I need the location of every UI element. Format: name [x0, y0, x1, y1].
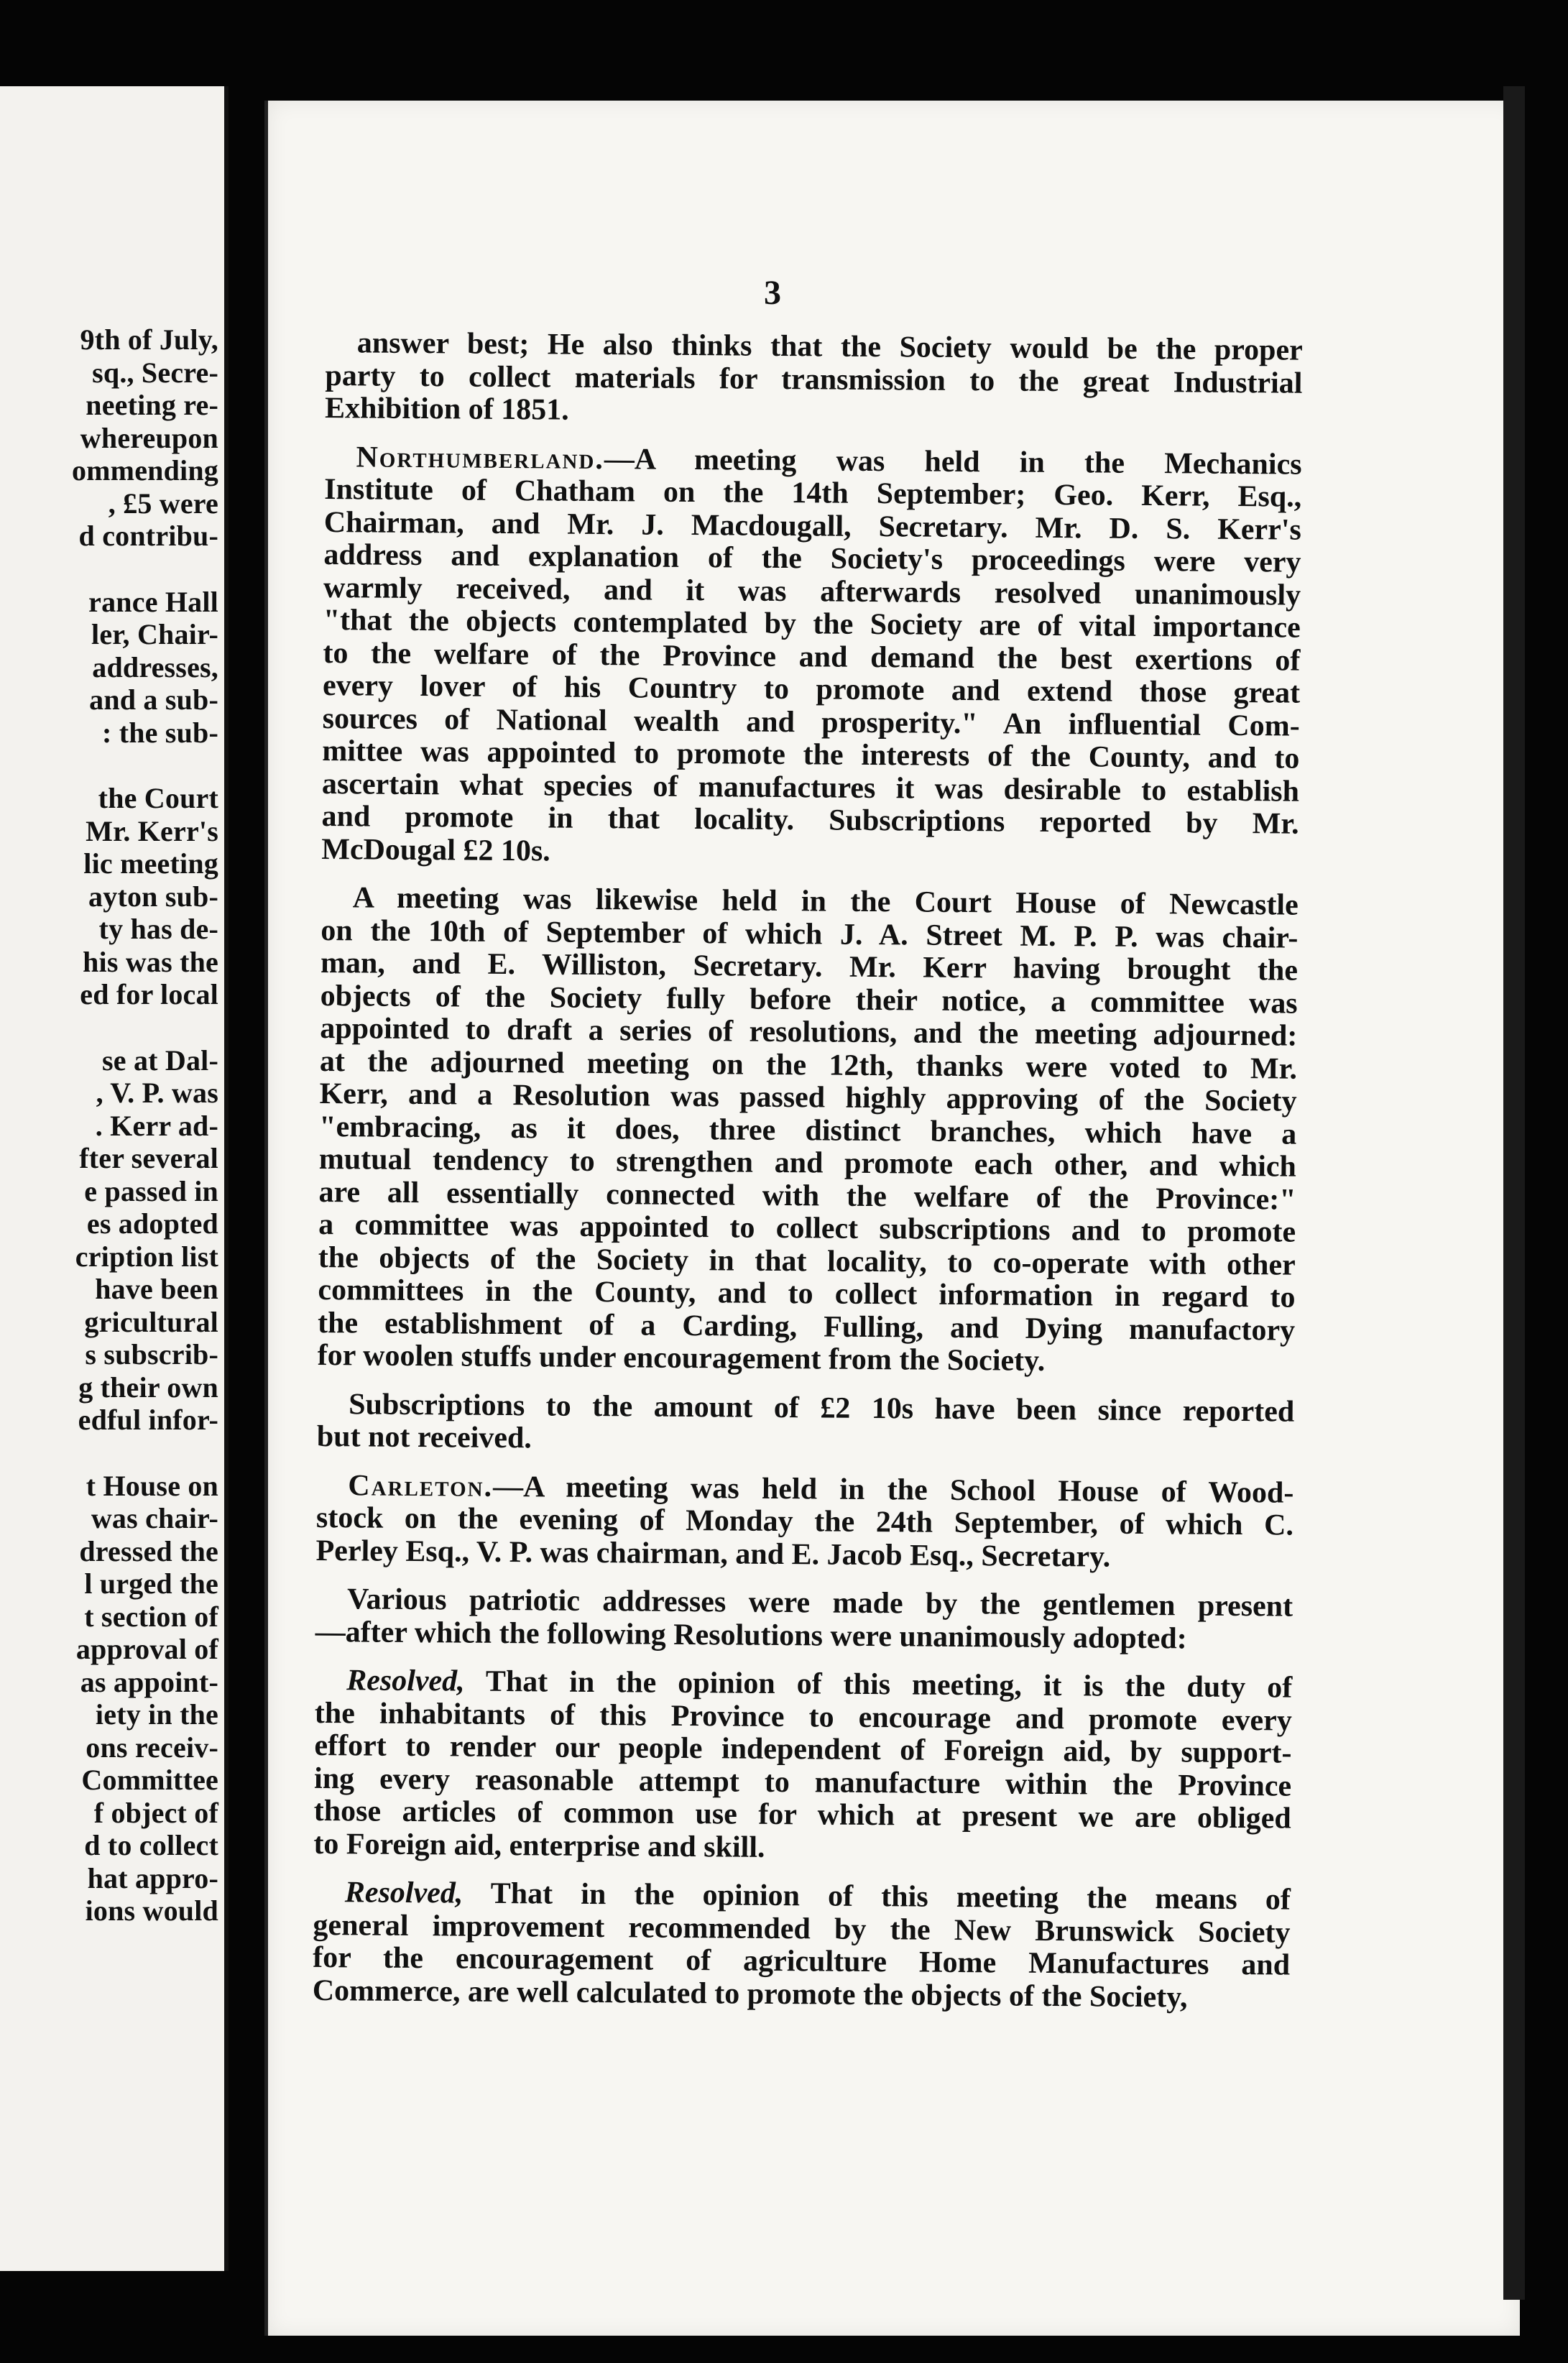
fragment-line: t House on — [86, 1469, 218, 1502]
paragraph — [321, 441, 1302, 873]
fragment-line: ler, Chair- — [91, 618, 218, 650]
line-text: —A meeting was held in the School House of Wood- — [492, 1470, 1294, 1510]
fragment-line: have been — [95, 1273, 218, 1305]
fragment-line: iety in the — [95, 1698, 218, 1731]
line-text: a committee was appointed to collect subscriptions and to promote — [318, 1207, 1296, 1249]
line-text: mittee was appointed to promote the interests of the County, and to — [322, 734, 1300, 775]
fragment-line: whereupon — [80, 421, 218, 454]
line-text: mutual tendency to strengthen and promote each other, and which — [318, 1142, 1297, 1184]
line-text: for woolen stuffs under encouragement from the Society. — [317, 1338, 1046, 1378]
line-text: Commerce, are well calculated to promote the objects of the Society, — [312, 1973, 1188, 2014]
fragment-line: addresses, — [92, 650, 218, 683]
fragment-line: e passed in — [84, 1174, 218, 1207]
fragment-line: rance Hall — [88, 585, 218, 618]
line-text: McDougal £2 10s. — [321, 832, 550, 867]
line-text: stock on the evening of Monday the 24th September, of which C. — [315, 1501, 1294, 1542]
line-text: but not received. — [316, 1419, 532, 1455]
fragment-line: Mr. Kerr's — [86, 814, 218, 847]
paragraph — [315, 1469, 1293, 1575]
line-text: Chairman, and Mr. J. Macdougall, Secretary. Mr. D. S. Kerr's — [323, 505, 1302, 547]
line-text: That in the opinion of this meeting the means of — [463, 1876, 1291, 1917]
line-text: the establishment of a Carding, Fulling, and Dying manufactory — [317, 1306, 1296, 1348]
fragment-line: dressed the — [79, 1534, 218, 1567]
line-text: Institute of Chatham on the 14th September; Geo. Kerr, Esq., — [324, 472, 1302, 514]
line-text: warmly received, and it was afterwards resolved unanimously — [323, 571, 1301, 612]
line-text: the inhabitants of this Province to encourage and promote every — [314, 1696, 1292, 1738]
fragment-line: t section of — [84, 1600, 218, 1633]
county-heading: Carleton. — [348, 1468, 494, 1503]
line-text: general improvement recommended by the New Brunswick Society — [313, 1908, 1291, 1950]
previous-page-text — [0, 323, 218, 1927]
line-text: Exhibition of 1851. — [324, 391, 569, 427]
line-text: answer best; He also thinks that the Society would be the proper — [356, 326, 1303, 367]
resolution-lead: Resolved, — [346, 1664, 465, 1698]
line-text: on the 10th of September of which J. A. Street M. P. P. was chair- — [320, 913, 1299, 955]
line-text: Various patriotic addresses were made by the gentlemen present — [346, 1583, 1293, 1623]
fragment-line: f object of — [93, 1796, 218, 1829]
fragment-line: : the sub- — [101, 716, 218, 749]
paragraph-gap — [0, 553, 218, 586]
paragraph — [318, 882, 1299, 1380]
fragment-line: sq., Secre- — [92, 356, 218, 389]
fragment-line: Committee — [81, 1764, 218, 1796]
fragment-line: d to collect — [84, 1829, 218, 1861]
fragment-line: fter several — [79, 1142, 218, 1174]
paragraph — [313, 1876, 1291, 2015]
county-heading: Northumberland. — [356, 440, 605, 476]
fragment-line: ions would — [85, 1894, 218, 1927]
line-text: man, and E. Williston, Secretary. Mr. Kerr having brought the — [320, 946, 1299, 987]
line-text: "that the objects contemplated by the Society are of vital importance — [323, 603, 1301, 645]
fragment-line: se at Dal- — [102, 1044, 218, 1077]
paragraph-gap — [0, 1437, 218, 1470]
fragment-line: cription list — [75, 1240, 218, 1273]
fragment-line: as appoint- — [80, 1665, 218, 1698]
document-page — [264, 101, 1520, 2336]
line-text: Kerr, and a Resolution was passed highly approving of the Society — [319, 1077, 1297, 1118]
line-text: are all essentially connected with the welfare of the Province:" — [318, 1175, 1296, 1217]
fragment-line: . Kerr ad- — [95, 1109, 218, 1142]
fragment-line: s subscrib- — [85, 1338, 218, 1371]
line-text: ascertain what species of manufactures it was desirable to establish — [321, 767, 1300, 809]
text-line — [313, 1974, 1290, 2014]
line-text: at the adjourned meeting on the 12th, thanks were voted to Mr. — [319, 1044, 1298, 1086]
line-text: "embracing, as it does, three distinct branches, which have a — [319, 1110, 1297, 1151]
line-text: address and explanation of the Society's proceedings were very — [323, 538, 1301, 579]
fragment-line: approval of — [75, 1633, 218, 1665]
fragment-line: l urged the — [84, 1567, 218, 1600]
paragraph-gap — [0, 749, 218, 782]
fragment-line: was chair- — [91, 1502, 218, 1534]
page-binding-edge — [1503, 86, 1525, 2300]
fragment-line: 9th of July, — [80, 323, 218, 356]
resolution-lead: Resolved, — [344, 1876, 464, 1910]
fragment-line: gricultural — [84, 1305, 218, 1338]
fragment-line: edful infor- — [78, 1404, 218, 1436]
previous-page-fragment — [0, 86, 229, 2271]
line-text: sources of National wealth and prosperity." An influential Com- — [322, 701, 1300, 743]
line-text: objects of the Society fully before their notice, a committee was — [320, 979, 1298, 1021]
line-text: to Foreign aid, enterprise and skill. — [313, 1827, 765, 1864]
paragraph — [315, 1583, 1293, 1657]
line-text: Perley Esq., V. P. was chairman, and E. Jacob Esq., Secretary. — [315, 1534, 1111, 1574]
fragment-line: the Court — [98, 782, 218, 814]
line-text: A meeting was likewise held in the Court House of Newcastle — [352, 881, 1299, 922]
line-text: effort to render our people independent of Foreign aid, by support- — [314, 1728, 1292, 1770]
fragment-line: ed for local — [80, 978, 218, 1010]
fragment-line: and a sub- — [89, 683, 218, 716]
line-text: —after which the following Resolutions were unanimously adopted: — [315, 1615, 1187, 1655]
paragraph — [325, 327, 1303, 433]
paragraph-gap — [0, 1011, 218, 1044]
text-line — [315, 1616, 1293, 1656]
line-text: and promote in that locality. Subscriptions reported by Mr. — [321, 799, 1299, 841]
line-text: party to collect materials for transmission to the great Industrial — [325, 359, 1303, 400]
fragment-line: ty has de- — [98, 913, 218, 945]
fragment-line: ons receiv- — [86, 1731, 218, 1764]
fragment-line: d contribu- — [78, 520, 218, 552]
fragment-line: lic meeting — [83, 847, 218, 880]
line-text: every lover of his Country to promote and extend those great — [322, 668, 1301, 710]
fragment-line: es adopted — [86, 1207, 218, 1240]
line-text: those articles of common use for which at present we are obliged — [313, 1794, 1291, 1835]
line-text: for the encouragement of agriculture Home Manufactures and — [312, 1940, 1291, 1982]
fragment-line: ayton sub- — [88, 880, 218, 913]
fragment-line: , V. P. was — [96, 1077, 218, 1109]
line-text: —A meeting was held in the Mechanics — [604, 442, 1302, 482]
paragraph — [313, 1664, 1292, 1869]
line-text: That in the opinion of this meeting, it is the duty of — [464, 1664, 1293, 1705]
page-number: 3 — [764, 274, 781, 312]
line-text: to the welfare of the Province and demand the best exertions of — [323, 636, 1301, 678]
fragment-line: his was the — [83, 945, 218, 978]
page-body-text — [312, 327, 1302, 2031]
line-text: committees in the County, and to collect information in regard to — [318, 1273, 1296, 1314]
fragment-line: ommending — [71, 454, 218, 487]
line-text: Subscriptions to the amount of £2 10s have been since reported — [349, 1387, 1295, 1429]
fragment-line: , £5 were — [108, 487, 218, 520]
paragraph — [317, 1388, 1295, 1461]
line-text: appointed to draft a series of resolutions, and the meeting adjourned: — [320, 1011, 1298, 1053]
fragment-line: neeting re- — [86, 389, 218, 421]
line-text: ing every reasonable attempt to manufacture within the Province — [313, 1761, 1292, 1803]
fragment-line: hat appro- — [87, 1861, 218, 1894]
fragment-line: g their own — [78, 1371, 218, 1404]
line-text: the objects of the Society in that locality, to co-operate with other — [318, 1240, 1296, 1282]
